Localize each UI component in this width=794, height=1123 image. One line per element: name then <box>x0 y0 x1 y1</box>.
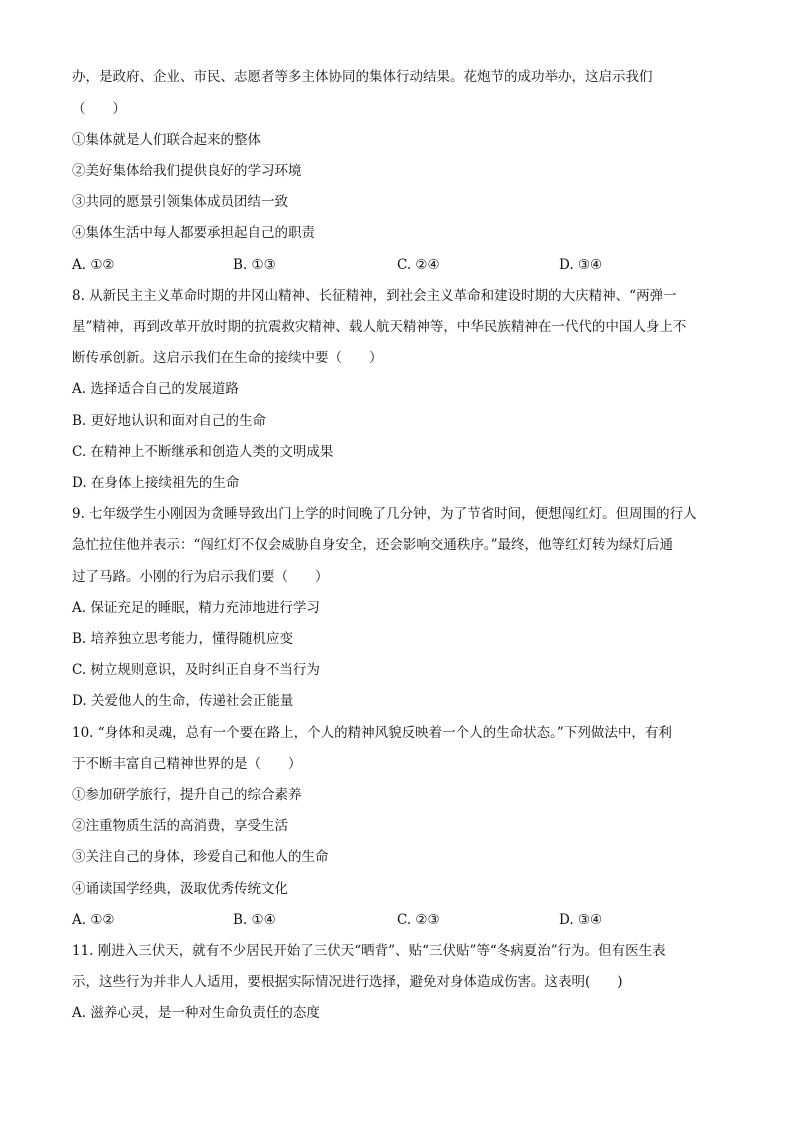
option-a: A. 滋养心灵，是一种对生命负责任的态度 <box>72 1005 320 1021</box>
question-9-stem: 9. 七年级学生小刚因为贪睡导致出门上学的时间晚了几分钟，为了节省时间，便想闯红灯。但周围的行人 <box>72 506 697 522</box>
question-8-stem: 断传承创新。这启示我们在生命的接续中要（ ） <box>72 350 383 366</box>
option-c: C. 树立规则意识，及时纠正自身不当行为 <box>72 662 320 678</box>
statement: ①参加研学旅行，提升自己的综合素养 <box>72 787 302 803</box>
statement: ③关注自己的身体，珍爱自己和他人的生命 <box>72 849 329 865</box>
option-b: B. ①③ <box>233 257 276 273</box>
question-10-stem: 于不断丰富自己精神世界的是（ ） <box>72 756 302 772</box>
statement: ②注重物质生活的高消费，享受生活 <box>72 818 288 834</box>
statement: ④集体生活中每人都要承担起自己的职责 <box>72 225 315 241</box>
question-8-stem: 8. 从新民主主义革命时期的井冈山精神、长征精神，到社会主义革命和建设时期的大庆精神、“两弹一 <box>72 288 677 304</box>
option-c: C. 在精神上不断继承和创造人类的文明成果 <box>72 444 334 460</box>
answer-bracket: （ ） <box>72 101 126 117</box>
option-a: A. ①② <box>72 257 115 273</box>
option-b: B. ①④ <box>233 912 276 928</box>
question-9-stem: 急忙拉住他并表示：“闯红灯不仅会威胁自身安全，还会影响交通秩序。”最终，他等红灯转为绿灯后通 <box>72 537 674 553</box>
option-d: D. 在身体上接续祖先的生命 <box>72 475 240 491</box>
option-a: A. 保证充足的睡眠，精力充沛地进行学习 <box>72 600 320 616</box>
statement: ①集体就是人们联合起来的整体 <box>72 132 261 148</box>
option-b: B. 更好地认识和面对自己的生命 <box>72 413 267 429</box>
option-b: B. 培养独立思考能力，懂得随机应变 <box>72 631 294 647</box>
option-c: C. ②③ <box>397 912 440 928</box>
intro-line: 办，是政府、企业、市民、志愿者等多主体协同的集体行动结果。花炮节的成功举办，这启示我们 <box>72 69 653 85</box>
option-d: D. 关爱他人的生命，传递社会正能量 <box>72 693 294 709</box>
option-a: A. ①② <box>72 912 115 928</box>
statement: ④诵读国学经典，汲取优秀传统文化 <box>72 881 288 897</box>
question-9-stem: 过了马路。小刚的行为启示我们要（ ） <box>72 569 329 585</box>
option-a: A. 选择适合自己的发展道路 <box>72 381 239 397</box>
option-d: D. ③④ <box>559 912 603 928</box>
option-d: D. ③④ <box>559 257 603 273</box>
question-11-stem: 11. 刚进入三伏天，就有不少居民开始了三伏天“晒背”、贴“三伏贴”等“冬病夏治”行为。但有医生表 <box>72 943 666 959</box>
question-11-stem: 示，这些行为并非人人适用，要根据实际情况进行选择，避免对身体造成伤害。这表明( ) <box>72 974 623 990</box>
option-c: C. ②④ <box>397 257 440 273</box>
statement: ②美好集体给我们提供良好的学习环境 <box>72 163 302 179</box>
question-8-stem: 星”精神，再到改革开放时期的抗震救灾精神、载人航天精神等，中华民族精神在一代代的中国人身上不 <box>72 319 687 335</box>
statement: ③共同的愿景引领集体成员团结一致 <box>72 194 288 210</box>
question-10-stem: 10. “身体和灵魂，总有一个要在路上，个人的精神风貌反映着一个人的生命状态。”下列做法中，有利 <box>72 725 672 741</box>
